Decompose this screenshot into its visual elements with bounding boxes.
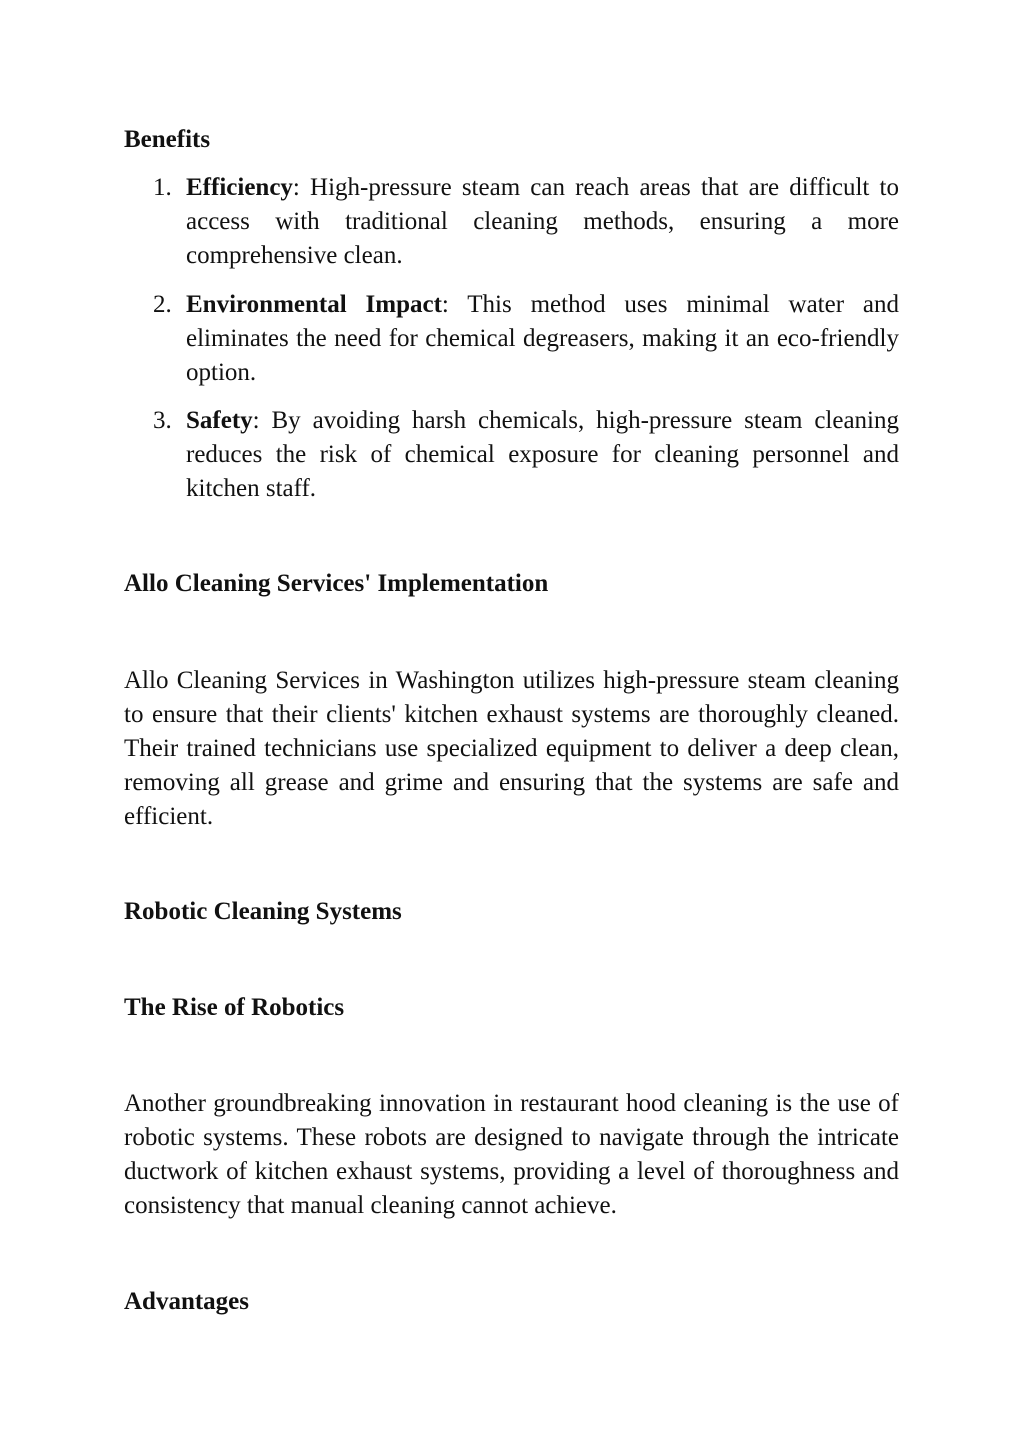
robotics-paragraph: Another groundbreaking innovation in restaurant hood cleaning is the use of robotic systems. These robots are designed to navigate through the intricate ductwork of kitchen exhaust systems, providing a level of thoroughness and consistency that manual cleaning cannot achieve. bbox=[124, 1090, 899, 1219]
benefit-item-safety bbox=[153, 404, 899, 506]
list-number: 3. bbox=[153, 407, 172, 434]
benefit-item-environmental-impact bbox=[153, 288, 899, 390]
list-number: 2. bbox=[153, 291, 172, 318]
benefit-text: : By avoiding harsh chemicals, high-pressure steam cleaning reduces the risk of chemical exposure for cleaning personnel and kitchen staff. bbox=[186, 407, 899, 502]
robotic-cleaning-heading: Robotic Cleaning Systems bbox=[124, 898, 402, 925]
rise-of-robotics-heading: The Rise of Robotics bbox=[124, 994, 345, 1021]
benefit-item-efficiency bbox=[153, 171, 899, 273]
implementation-heading: Allo Cleaning Services' Implementation bbox=[124, 570, 549, 597]
list-number: 1. bbox=[153, 174, 172, 201]
benefit-text: : High-pressure steam can reach areas that are difficult to access with traditional cleaning methods, ensuring a more comprehensive clean. bbox=[186, 174, 899, 269]
benefits-heading: Benefits bbox=[124, 126, 211, 153]
benefit-term: Efficiency bbox=[186, 174, 293, 201]
benefit-text: : This method uses minimal water and eliminates the need for chemical degreasers, making it an eco-friendly option. bbox=[186, 291, 899, 386]
benefit-term: Environmental Impact bbox=[186, 291, 442, 318]
advantages-heading: Advantages bbox=[124, 1288, 250, 1315]
benefit-term: Safety bbox=[186, 407, 253, 434]
implementation-paragraph: Allo Cleaning Services in Washington utilizes high-pressure steam cleaning to ensure that their clients' kitchen exhaust systems are thoroughly cleaned. Their trained technicians use specialized equipment to deliver a deep clean, removing all grease and grime and ensuring that the systems are safe and efficient. bbox=[124, 667, 899, 830]
